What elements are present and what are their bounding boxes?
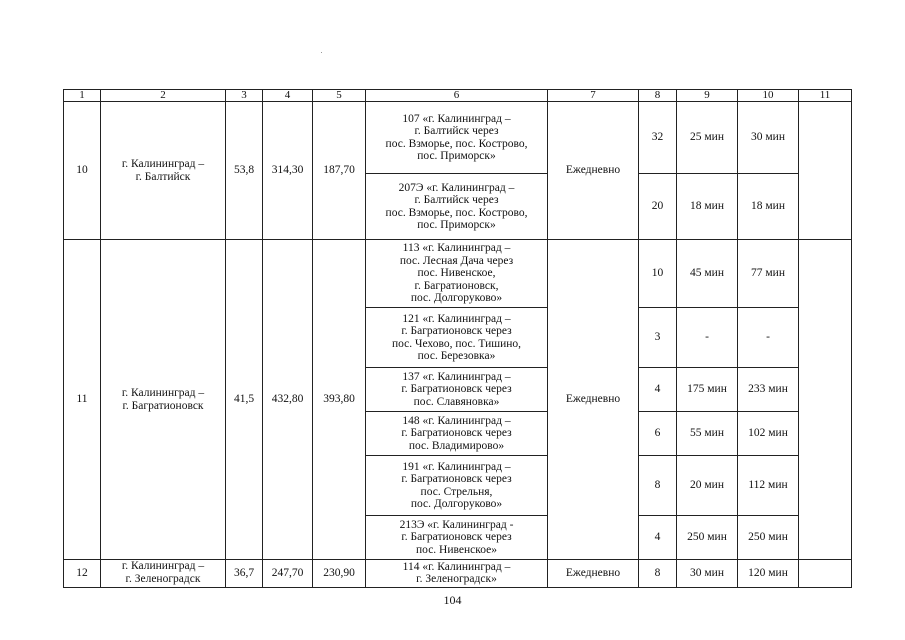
trips-count: 32 xyxy=(639,102,677,174)
route-description: 137 «г. Калининград – г. Багратионовск через пос. Славяновка» xyxy=(366,368,548,412)
trips-count: 4 xyxy=(639,516,677,560)
table-row xyxy=(64,240,852,308)
schedule: Ежедневно xyxy=(548,102,639,240)
interval-col10: 102 мин xyxy=(738,412,799,456)
distance: 53,8 xyxy=(226,102,263,240)
row-number: 12 xyxy=(64,560,101,588)
interval-col9: 55 мин xyxy=(677,412,738,456)
interval-col10: - xyxy=(738,308,799,368)
header-cell: 9 xyxy=(677,90,738,102)
header-cell: 3 xyxy=(226,90,263,102)
table-header-row xyxy=(64,90,852,102)
trips-count: 8 xyxy=(639,560,677,588)
routes-table xyxy=(63,89,852,588)
trips-count: 10 xyxy=(639,240,677,308)
interval-col9: 18 мин xyxy=(677,174,738,240)
row-number: 11 xyxy=(64,240,101,560)
interval-col9: 20 мин xyxy=(677,456,738,516)
interval-col9: - xyxy=(677,308,738,368)
schedule: Ежедневно xyxy=(548,240,639,560)
interval-col9: 45 мин xyxy=(677,240,738,308)
trips-count: 8 xyxy=(639,456,677,516)
empty-col11 xyxy=(799,240,852,560)
interval-col9: 175 мин xyxy=(677,368,738,412)
route-description: 213Э «г. Калининград - г. Багратионовск через пос. Нивенское» xyxy=(366,516,548,560)
route-description: 207Э «г. Калининград – г. Балтийск через пос. Взморье, пос. Кострово, пос. Приморск» xyxy=(366,174,548,240)
header-cell: 11 xyxy=(799,90,852,102)
scan-speck xyxy=(321,52,322,53)
interval-col10: 112 мин xyxy=(738,456,799,516)
route-description: 113 «г. Калининград – пос. Лесная Дача через пос. Нивенское, г. Багратионовск, пос. Долгоруково» xyxy=(366,240,548,308)
trips-count: 20 xyxy=(639,174,677,240)
table-row xyxy=(64,560,852,588)
value-col5: 187,70 xyxy=(313,102,366,240)
route-description: 107 «г. Калининград – г. Балтийск через пос. Взморье, пос. Кострово, пос. Приморск» xyxy=(366,102,548,174)
trips-count: 6 xyxy=(639,412,677,456)
distance: 41,5 xyxy=(226,240,263,560)
direction-name: г. Калининград – г. Балтийск xyxy=(101,102,226,240)
header-cell: 6 xyxy=(366,90,548,102)
value-col5: 393,80 xyxy=(313,240,366,560)
interval-col9: 25 мин xyxy=(677,102,738,174)
direction-name: г. Калининград – г. Зеленоградск xyxy=(101,560,226,588)
route-description: 114 «г. Калининград – г. Зеленоградск» xyxy=(366,560,548,588)
trips-count: 4 xyxy=(639,368,677,412)
header-cell: 2 xyxy=(101,90,226,102)
value-col4: 432,80 xyxy=(263,240,313,560)
table-row xyxy=(64,102,852,174)
interval-col10: 233 мин xyxy=(738,368,799,412)
value-col4: 314,30 xyxy=(263,102,313,240)
header-cell: 5 xyxy=(313,90,366,102)
header-cell: 4 xyxy=(263,90,313,102)
empty-col11 xyxy=(799,102,852,240)
distance: 36,7 xyxy=(226,560,263,588)
route-description: 191 «г. Калининград – г. Багратионовск через пос. Стрельня, пос. Долгоруково» xyxy=(366,456,548,516)
page-number: 104 xyxy=(443,593,462,607)
schedule: Ежедневно xyxy=(548,560,639,588)
trips-count: 3 xyxy=(639,308,677,368)
interval-col10: 18 мин xyxy=(738,174,799,240)
interval-col10: 77 мин xyxy=(738,240,799,308)
value-col5: 230,90 xyxy=(313,560,366,588)
interval-col9: 30 мин xyxy=(677,560,738,588)
interval-col10: 30 мин xyxy=(738,102,799,174)
empty-col11 xyxy=(799,560,852,588)
row-number: 10 xyxy=(64,102,101,240)
interval-col9: 250 мин xyxy=(677,516,738,560)
route-description: 121 «г. Калининград – г. Багратионовск через пос. Чехово, пос. Тишино, пос. Березовка» xyxy=(366,308,548,368)
value-col4: 247,70 xyxy=(263,560,313,588)
header-cell: 8 xyxy=(639,90,677,102)
header-cell: 7 xyxy=(548,90,639,102)
header-cell: 10 xyxy=(738,90,799,102)
interval-col10: 120 мин xyxy=(738,560,799,588)
interval-col10: 250 мин xyxy=(738,516,799,560)
direction-name: г. Калининград – г. Багратионовск xyxy=(101,240,226,560)
header-cell: 1 xyxy=(64,90,101,102)
route-description: 148 «г. Калининград – г. Багратионовск через пос. Владимирово» xyxy=(366,412,548,456)
